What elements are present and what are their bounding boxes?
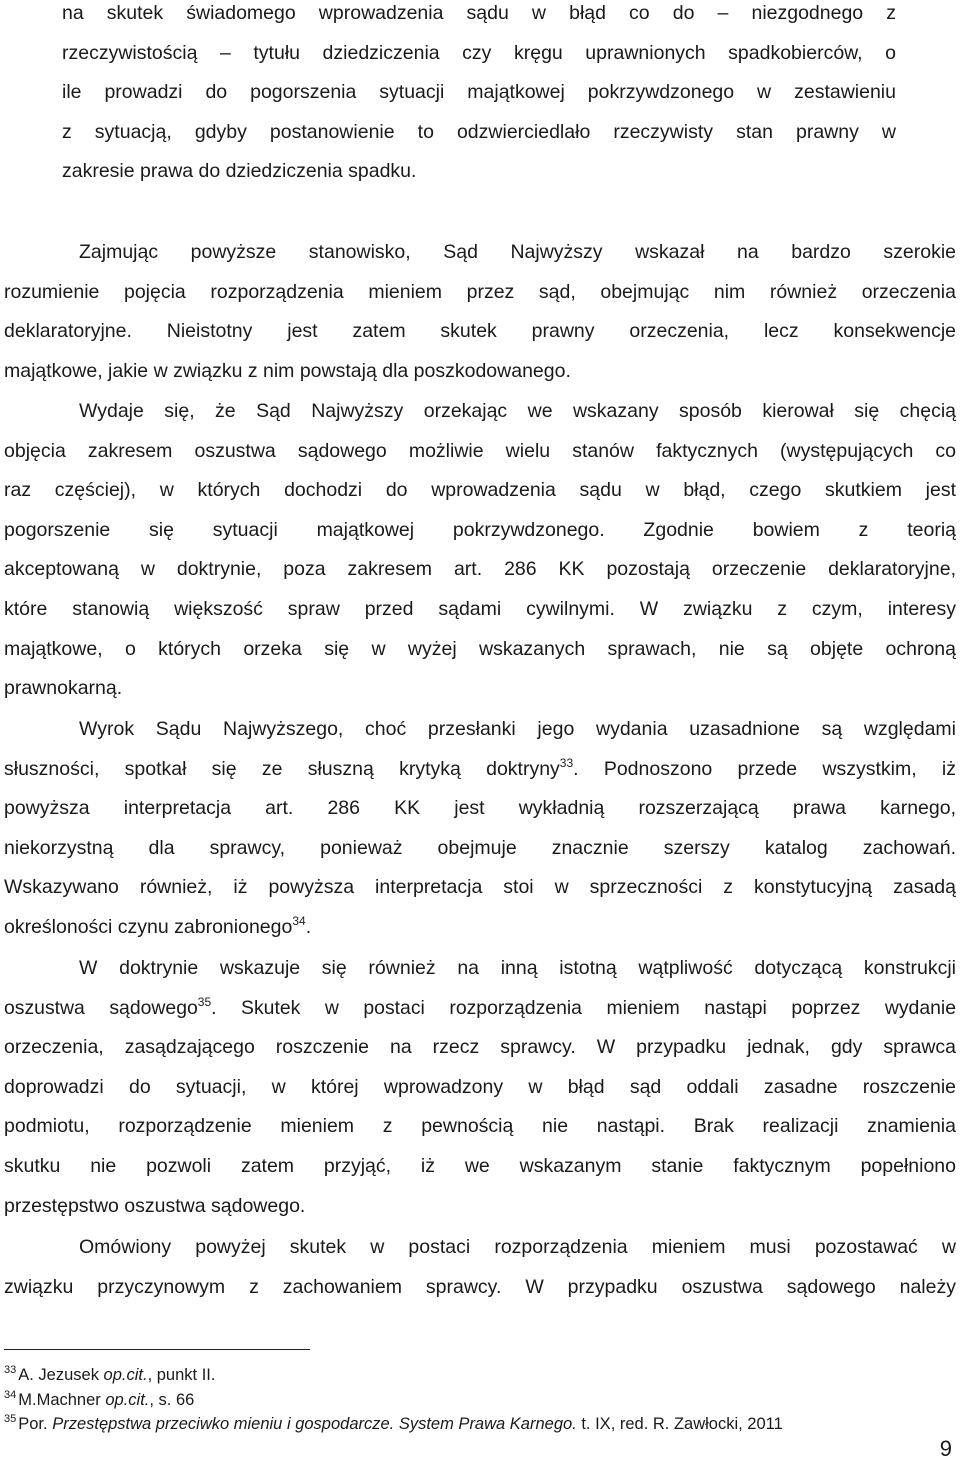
footnote-separator [4, 1349, 310, 1350]
text-line: Zajmując powyższe stanowisko, Sąd Najwyższy wskazał na bardzo szerokie [79, 241, 956, 263]
text-line: na skutek świadomego wprowadzenia sądu w błąd co do – niezgodnego z [62, 2, 896, 24]
text-line: przestępstwo oszustwa sądowego. [4, 1194, 306, 1217]
footnote-ref[interactable]: 33 [559, 755, 574, 770]
footnote-text: A. Jezusek [18, 1366, 104, 1384]
text-line: powyższa interpretacja art. 286 KK jest wykładnią rozszerzającą prawa karnego, [4, 797, 956, 820]
text-line [4, 908, 956, 948]
footnote-text: , s. 66 [149, 1391, 195, 1409]
text-fragment: . Podnoszono przede wszystkim, iż [573, 757, 956, 780]
footnote-italic: op.cit. [105, 1391, 150, 1409]
text-line: skutku nie pozwoli zatem przyjąć, iż we wskazanym stanie faktycznym popełniono [4, 1154, 956, 1177]
footnote-number: 34 [4, 1389, 17, 1401]
text-line: rozumienie pojęcia rozporządzenia mieniem przez sąd, obejmując nim również orzeczenia [4, 280, 956, 303]
text-line: Wskazywano również, iż powyższa interpretacja stoi w sprzeczności z konstytucyjną zasadą [4, 876, 956, 899]
text-line: doprowadzi do sytuacji, w której wprowadzony w błąd sąd oddali zasadne roszczenie [4, 1075, 956, 1098]
text-line: objęcia zakresem oszustwa sądowego możliwie wielu stanów faktycznych (występujących co [4, 439, 956, 462]
text-line: raz częściej), w których dochodzi do wprowadzenia sądu w błąd, czego skutkiem jest [4, 479, 956, 502]
footnote [4, 1389, 194, 1411]
footnote-text: t. IX, red. R. Zawłocki, 2011 [576, 1415, 783, 1433]
footnote-ref[interactable]: 35 [197, 994, 212, 1009]
text-fragment: oszustwa sądowego [4, 996, 198, 1019]
text-line: Wydaje się, że Sąd Najwyższy orzekając we wskazany sposób kierował się chęcią [79, 400, 956, 422]
paragraph-continuation [62, 0, 896, 192]
footnote [4, 1413, 783, 1435]
text-line: deklaratoryjne. Nieistotny jest zatem skutek prawny orzeczenia, lecz konsekwencje [4, 320, 956, 343]
text-line: majątkowe, o których orzeka się w wyżej wskazanych sprawach, nie są objęte ochroną [4, 637, 956, 660]
text-line: związku przyczynowym z zachowaniem sprawcy. W przypadku oszustwa sądowego należy [4, 1275, 956, 1298]
text-line: akceptowaną w doktrynie, poza zakresem art. 286 KK pozostają orzeczenie deklaratoryjne, [4, 558, 956, 581]
text-line: pogorszenie się sytuacji majątkowej pokrzywdzonego. Zgodnie bowiem z teorią [4, 518, 956, 541]
text-line: orzeczenia, zasądzającego roszczenie na rzecz sprawcy. W przypadku jednak, gdy sprawca [4, 1036, 956, 1059]
footnote [4, 1364, 215, 1386]
footnote-italic: Przestępstwa przeciwko mieniu i gospodarcze. System Prawa Karnego. [52, 1415, 577, 1433]
page-number: 9 [939, 1436, 952, 1461]
text-fragment: określoności czynu zabronionego [4, 915, 293, 938]
paragraph [4, 949, 956, 1226]
footnote-italic: op.cit. [103, 1366, 148, 1384]
footnote-text: Por. [18, 1415, 53, 1433]
text-line: podmiotu, rozporządzenie mieniem z pewnością nie nastąpi. Brak realizacji znamienia [4, 1115, 956, 1138]
text-line [4, 989, 956, 1029]
text-line: Omówiony powyżej skutek w postaci rozporządzenia mieniem musi pozostawać w [79, 1236, 956, 1258]
text-line: które stanowią większość spraw przed sądami cywilnymi. W związku z czym, interesy [4, 597, 956, 620]
text-line: W doktrynie wskazuje się również na inną istotną wątpliwość dotyczącą konstrukcji [79, 957, 956, 979]
footnote-number: 33 [4, 1364, 17, 1376]
paragraph [4, 1228, 956, 1307]
text-line: prawnokarną. [4, 677, 123, 700]
footnote-number: 35 [4, 1413, 17, 1425]
paragraph [4, 233, 956, 391]
text-line: majątkowe, jakie w związku z nim powstają dla poszkodowanego. [4, 359, 571, 382]
text-line: z sytuacją, gdyby postanowienie to odzwierciedlało rzeczywisty stan prawny w [62, 120, 896, 143]
footnote-ref[interactable]: 34 [292, 913, 306, 928]
text-fragment: słuszności, spotkał się ze słuszną krytyką doktryny [4, 757, 560, 780]
paragraph [4, 710, 956, 948]
text-fragment: . Skutek w postaci rozporządzenia mieniem nastąpi poprzez wydanie [211, 996, 956, 1019]
text-line: rzeczywistością – tytułu dziedziczenia czy kręgu uprawnionych spadkobierców, o [62, 41, 896, 64]
footnote-text: , punkt II. [147, 1366, 216, 1384]
text-line: Wyrok Sądu Najwyższego, choć przesłanki jego wydania uzasadnione są względami [79, 718, 956, 740]
paragraph [4, 392, 956, 709]
text-line [4, 750, 956, 790]
text-line: zakresie prawa do dziedziczenia spadku. [62, 160, 417, 183]
text-fragment: . [305, 915, 312, 938]
text-line: ile prowadzi do pogorszenia sytuacji majątkowej pokrzywdzonego w zestawieniu [62, 81, 896, 104]
footnote-text: M.Machner [18, 1391, 106, 1409]
text-line: niekorzystną dla sprawcy, ponieważ obejmuje znacznie szerszy katalog zachowań. [4, 836, 956, 859]
